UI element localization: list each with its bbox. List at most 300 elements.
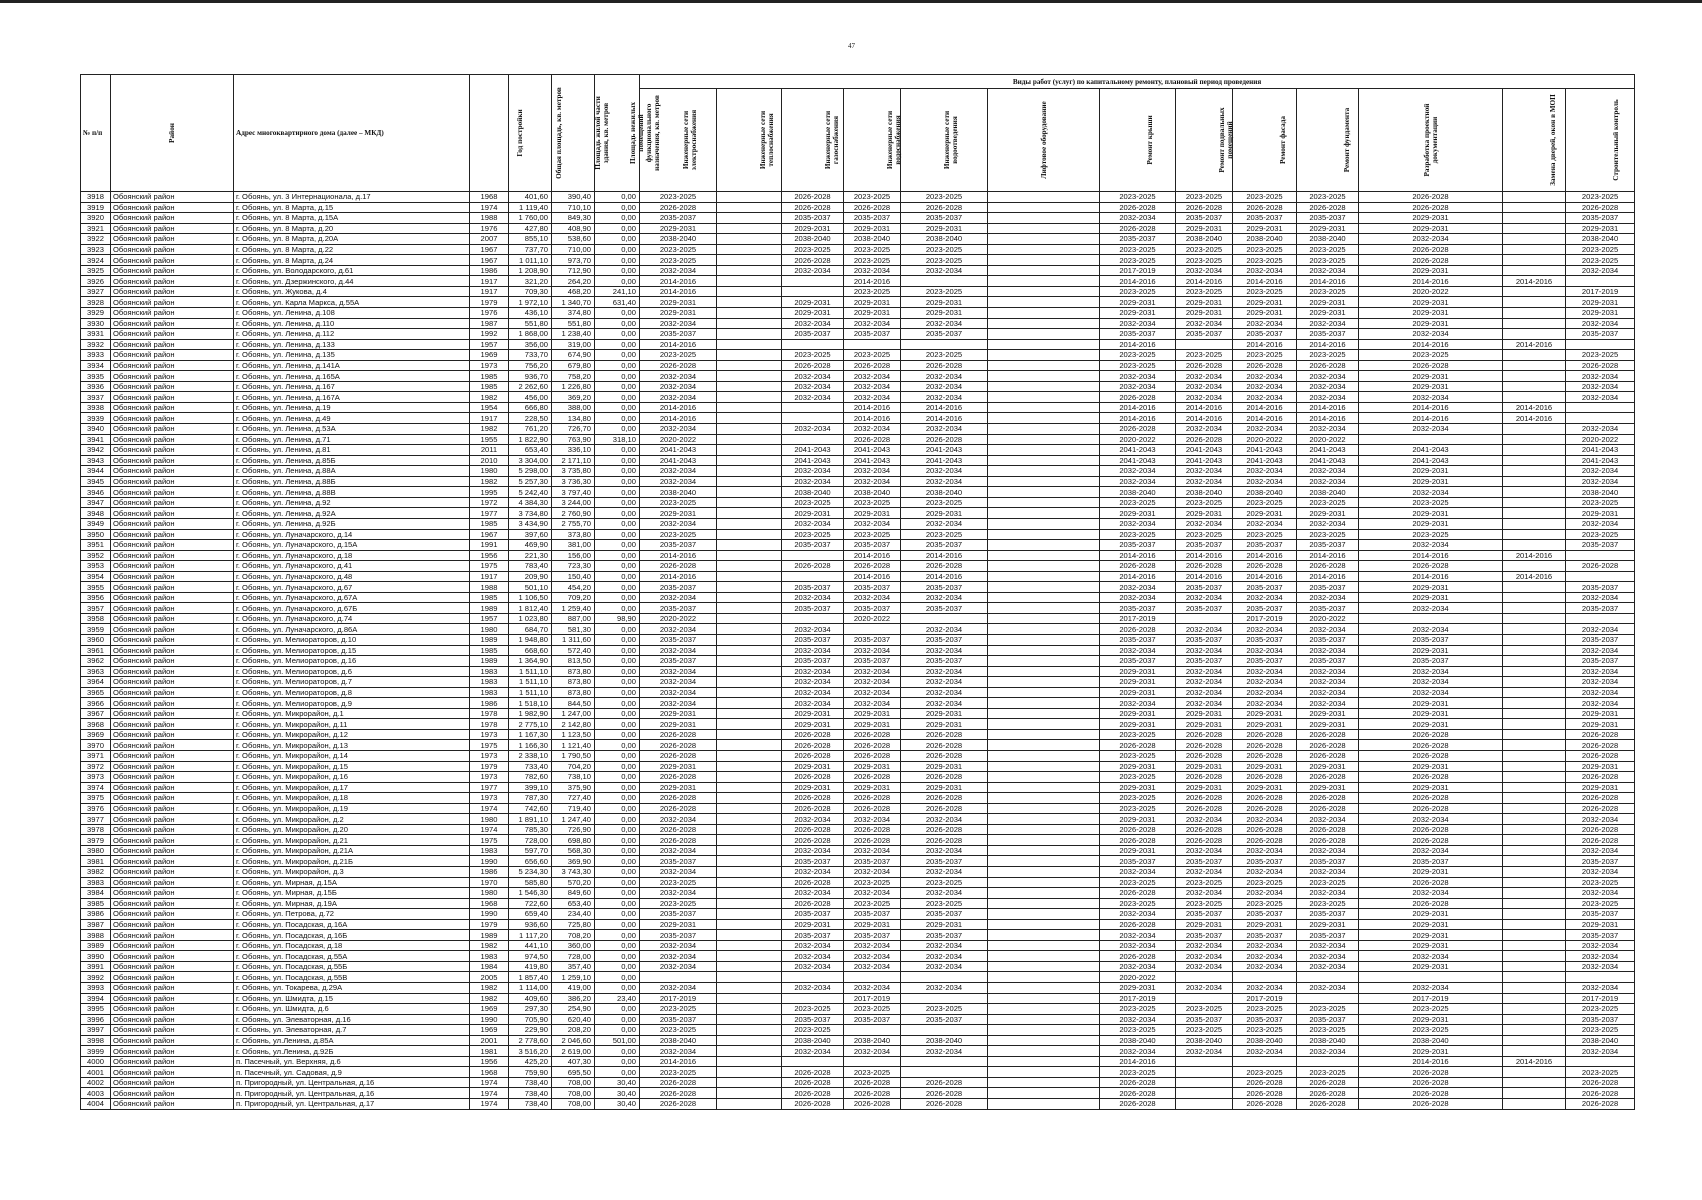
table-cell: 2029-2031: [782, 308, 844, 319]
table-cell: Обоянский район: [111, 1077, 234, 1088]
table-cell: 2023-2025: [901, 898, 988, 909]
table-cell: 2020-2022: [1359, 286, 1503, 297]
table-cell: [988, 656, 1100, 667]
table-row: [81, 592, 1635, 603]
table-cell: 3948: [81, 508, 111, 519]
table-cell: Обоянский район: [111, 845, 234, 856]
table-cell: 2032-2034: [1297, 867, 1359, 878]
table-cell: [988, 824, 1100, 835]
table-cell: 2023-2025: [1176, 192, 1233, 203]
table-cell: 2035-2037: [1297, 540, 1359, 551]
table-cell: 936,70: [509, 371, 552, 382]
table-cell: [988, 666, 1100, 677]
table-cell: [1503, 540, 1566, 551]
table-cell: [782, 286, 844, 297]
table-cell: 2023-2025: [1359, 529, 1503, 540]
table-cell: 2014-2016: [1503, 571, 1566, 582]
table-cell: г. Обоянь, ул. Ленина, д.108: [234, 308, 470, 319]
table-cell: 2032-2034: [1297, 666, 1359, 677]
table-cell: 2026-2028: [1176, 824, 1233, 835]
table-cell: 2026-2028: [1297, 1099, 1359, 1110]
table-cell: 2023-2025: [782, 1004, 844, 1015]
table-cell: 726,90: [552, 824, 595, 835]
table-row: [81, 634, 1635, 645]
table-cell: 2032-2034: [1233, 983, 1297, 994]
table-cell: 0,00: [595, 508, 640, 519]
table-cell: 2026-2028: [1297, 772, 1359, 783]
table-cell: 2032-2034: [901, 392, 988, 403]
table-cell: г. Обоянь, ул. Луначарского, д.86А: [234, 624, 470, 635]
table-cell: 2029-2031: [1233, 761, 1297, 772]
table-cell: г. Обоянь, ул.Ленина, д.85А: [234, 1035, 470, 1046]
table-row: [81, 961, 1635, 972]
table-cell: 2029-2031: [1359, 961, 1503, 972]
table-cell: 2035-2037: [1176, 582, 1233, 593]
table-cell: п. Пасечный, ул. Верхняя, д.6: [234, 1056, 470, 1067]
table-cell: [988, 803, 1100, 814]
table-cell: [717, 339, 782, 350]
table-cell: 2035-2037: [844, 1014, 901, 1025]
table-cell: 2032-2034: [1100, 476, 1176, 487]
table-cell: 2023-2025: [782, 350, 844, 361]
table-cell: 3979: [81, 835, 111, 846]
table-cell: [1503, 350, 1566, 361]
table-cell: 3985: [81, 898, 111, 909]
table-cell: 2032-2034: [1176, 888, 1233, 899]
table-cell: [1176, 1077, 1233, 1088]
table-cell: 738,40: [509, 1099, 552, 1110]
table-row: [81, 234, 1635, 245]
table-cell: [1503, 1046, 1566, 1057]
header-address: Адрес многоквартирного дома (далее – МКД): [234, 75, 470, 192]
table-cell: [1297, 1056, 1359, 1067]
table-cell: 2026-2028: [1297, 202, 1359, 213]
table-cell: 3965: [81, 687, 111, 698]
table-cell: 2029-2031: [844, 223, 901, 234]
table-cell: 733,40: [509, 761, 552, 772]
table-cell: 2032-2034: [1566, 424, 1635, 435]
table-row: [81, 835, 1635, 846]
table-cell: 2 778,60: [509, 1035, 552, 1046]
table-cell: п. Пригородный, ул. Центральная, д.17: [234, 1099, 470, 1110]
table-cell: 2038-2040: [1100, 1035, 1176, 1046]
table-cell: [1503, 265, 1566, 276]
table-cell: 2041-2043: [844, 445, 901, 456]
table-cell: 4002: [81, 1077, 111, 1088]
table-cell: 2032-2034: [1297, 951, 1359, 962]
table-cell: 2017-2019: [844, 993, 901, 1004]
table-cell: 2032-2034: [901, 424, 988, 435]
table-cell: 2026-2028: [640, 202, 717, 213]
table-cell: 0,00: [595, 255, 640, 266]
table-cell: 2026-2028: [1100, 824, 1176, 835]
table-cell: 375,90: [552, 782, 595, 793]
table-cell: 2017-2019: [1100, 613, 1176, 624]
table-row: [81, 645, 1635, 656]
table-cell: 2023-2025: [1233, 877, 1297, 888]
table-cell: [988, 413, 1100, 424]
table-cell: 2032-2034: [782, 666, 844, 677]
table-row: [81, 624, 1635, 635]
table-cell: 2026-2028: [1359, 835, 1503, 846]
table-cell: 3999: [81, 1046, 111, 1057]
table-cell: 2032-2034: [844, 867, 901, 878]
table-cell: [988, 529, 1100, 540]
table-cell: 2026-2028: [844, 824, 901, 835]
table-cell: 3949: [81, 518, 111, 529]
table-cell: 2023-2025: [1100, 1067, 1176, 1078]
table-cell: 1 948,80: [509, 634, 552, 645]
table-cell: [988, 993, 1100, 1004]
table-cell: 2014-2016: [1359, 571, 1503, 582]
table-cell: 3940: [81, 424, 111, 435]
table-cell: 2026-2028: [1100, 424, 1176, 435]
table-cell: 2026-2028: [782, 729, 844, 740]
table-cell: 2038-2040: [844, 487, 901, 498]
table-cell: 2029-2031: [1359, 761, 1503, 772]
table-cell: [1566, 339, 1635, 350]
table-cell: 2029-2031: [901, 719, 988, 730]
table-cell: 695,50: [552, 1067, 595, 1078]
table-cell: 2029-2031: [1297, 761, 1359, 772]
table-cell: 2032-2034: [640, 371, 717, 382]
table-cell: 2032-2034: [1297, 983, 1359, 994]
table-cell: [988, 740, 1100, 751]
table-cell: 2032-2034: [1233, 814, 1297, 825]
table-cell: 2029-2031: [1359, 719, 1503, 730]
table-cell: г. Обоянь, ул. Ленина, д.88Б: [234, 476, 470, 487]
table-cell: 2023-2025: [782, 244, 844, 255]
table-cell: 1991: [470, 540, 509, 551]
table-cell: [1503, 234, 1566, 245]
table-cell: 679,80: [552, 360, 595, 371]
table-cell: г. Обоянь, ул. Микрорайон, д.21Б: [234, 856, 470, 867]
table-cell: [988, 466, 1100, 477]
table-cell: 2026-2028: [844, 803, 901, 814]
table-cell: Обоянский район: [111, 856, 234, 867]
table-cell: 719,40: [552, 803, 595, 814]
table-cell: 2017-2019: [1100, 265, 1176, 276]
table-cell: [717, 919, 782, 930]
table-row: [81, 972, 1635, 983]
table-cell: 3960: [81, 634, 111, 645]
table-cell: 1980: [470, 624, 509, 635]
table-cell: г. Обоянь, ул. Посадская, д.55А: [234, 951, 470, 962]
table-cell: 2032-2034: [1566, 888, 1635, 899]
table-cell: 2026-2028: [1233, 1099, 1297, 1110]
table-cell: 1917: [470, 286, 509, 297]
table-cell: 0,00: [595, 476, 640, 487]
table-cell: 2014-2016: [1100, 413, 1176, 424]
table-cell: 2029-2031: [1176, 308, 1233, 319]
table-cell: 2035-2037: [1233, 540, 1297, 551]
table-row: [81, 424, 1635, 435]
table-cell: 2032-2034: [1100, 592, 1176, 603]
table-row: [81, 466, 1635, 477]
table-cell: 2026-2028: [1233, 1077, 1297, 1088]
table-cell: 2029-2031: [782, 782, 844, 793]
table-cell: [1503, 814, 1566, 825]
table-cell: 2023-2025: [640, 1067, 717, 1078]
table-cell: 551,80: [509, 318, 552, 329]
table-cell: 1981: [470, 1046, 509, 1057]
table-cell: [988, 561, 1100, 572]
table-cell: г. Обоянь, ул.Ленина, д.92Б: [234, 1046, 470, 1057]
table-cell: 208,20: [552, 1025, 595, 1036]
table-cell: 2032-2034: [901, 814, 988, 825]
table-cell: 2014-2016: [1297, 571, 1359, 582]
table-cell: 1 208,90: [509, 265, 552, 276]
table-cell: 2014-2016: [1359, 550, 1503, 561]
table-cell: 0,00: [595, 983, 640, 994]
table-cell: 653,40: [509, 445, 552, 456]
table-cell: [1176, 1067, 1233, 1078]
table-cell: [1503, 603, 1566, 614]
table-cell: 2035-2037: [640, 213, 717, 224]
table-cell: [717, 540, 782, 551]
table-cell: 2032-2034: [844, 424, 901, 435]
table-cell: 1 011,10: [509, 255, 552, 266]
table-cell: 3934: [81, 360, 111, 371]
table-cell: 1957: [470, 339, 509, 350]
table-cell: Обоянский район: [111, 1067, 234, 1078]
table-cell: 2029-2031: [1359, 930, 1503, 941]
table-cell: 668,60: [509, 645, 552, 656]
table-cell: 2026-2028: [1176, 729, 1233, 740]
table-cell: 2014-2016: [1100, 550, 1176, 561]
table-cell: [717, 656, 782, 667]
table-cell: 2014-2016: [844, 276, 901, 287]
table-row: [81, 993, 1635, 1004]
table-cell: 2023-2025: [782, 1025, 844, 1036]
table-cell: 0,00: [595, 402, 640, 413]
table-row: [81, 413, 1635, 424]
table-cell: 2026-2028: [782, 824, 844, 835]
table-cell: 2026-2028: [1100, 835, 1176, 846]
table-cell: [717, 455, 782, 466]
table-cell: г. Обоянь, ул. Володарского, д.61: [234, 265, 470, 276]
table-cell: [1503, 687, 1566, 698]
table-row: [81, 814, 1635, 825]
table-cell: Обоянский район: [111, 413, 234, 424]
table-cell: 2023-2025: [1297, 898, 1359, 909]
table-cell: 2029-2031: [1359, 381, 1503, 392]
table-cell: 2032-2034: [640, 951, 717, 962]
table-cell: [1503, 909, 1566, 920]
table-cell: 2032-2034: [1233, 888, 1297, 899]
table-cell: 2026-2028: [1566, 561, 1635, 572]
table-cell: 1 822,90: [509, 434, 552, 445]
table-cell: 2029-2031: [1233, 297, 1297, 308]
table-cell: [901, 613, 988, 624]
table-cell: [1503, 286, 1566, 297]
table-cell: Обоянский район: [111, 624, 234, 635]
table-cell: 2032-2034: [844, 698, 901, 709]
table-cell: 3939: [81, 413, 111, 424]
table-cell: 2029-2031: [782, 223, 844, 234]
table-row: [81, 666, 1635, 677]
table-cell: 2032-2034: [844, 318, 901, 329]
table-cell: [1503, 223, 1566, 234]
table-cell: 2026-2028: [1176, 434, 1233, 445]
table-cell: [988, 1056, 1100, 1067]
table-cell: 684,70: [509, 624, 552, 635]
table-cell: [988, 624, 1100, 635]
table-cell: [717, 276, 782, 287]
table-cell: 2032-2034: [1566, 645, 1635, 656]
table-cell: 2023-2025: [1176, 286, 1233, 297]
table-cell: [782, 1056, 844, 1067]
table-cell: Обоянский район: [111, 961, 234, 972]
table-cell: 2026-2028: [1566, 202, 1635, 213]
table-cell: [717, 740, 782, 751]
table-cell: 2023-2025: [1233, 1067, 1297, 1078]
table-cell: 2038-2040: [640, 487, 717, 498]
table-cell: Обоянский район: [111, 940, 234, 951]
table-cell: 30,40: [595, 1077, 640, 1088]
table-cell: 2026-2028: [844, 729, 901, 740]
table-cell: 2 262,60: [509, 381, 552, 392]
table-cell: 2026-2028: [1297, 835, 1359, 846]
table-cell: 666,80: [509, 402, 552, 413]
table-cell: [717, 613, 782, 624]
table-cell: [717, 687, 782, 698]
table-cell: 2023-2025: [640, 1025, 717, 1036]
table-cell: 2032-2034: [1233, 961, 1297, 972]
table-cell: 2029-2031: [901, 919, 988, 930]
table-cell: [901, 993, 988, 1004]
table-cell: 2026-2028: [1176, 202, 1233, 213]
table-cell: [988, 888, 1100, 899]
table-cell: г. Обоянь, ул. Ленина, д.133: [234, 339, 470, 350]
table-cell: г. Обоянь, ул. Мелиораторов, д.15: [234, 645, 470, 656]
table-cell: 2035-2037: [844, 329, 901, 340]
table-cell: 551,80: [552, 318, 595, 329]
table-cell: 2026-2028: [1297, 793, 1359, 804]
table-cell: 2029-2031: [844, 719, 901, 730]
table-cell: 2029-2031: [1297, 719, 1359, 730]
table-cell: 0,00: [595, 202, 640, 213]
table-cell: г. Обоянь, ул. 8 Марта, д.20: [234, 223, 470, 234]
table-cell: г. Обоянь, ул. Ленина, д.167: [234, 381, 470, 392]
table-row: [81, 529, 1635, 540]
table-cell: 974,50: [509, 951, 552, 962]
table-cell: 2023-2025: [1233, 255, 1297, 266]
table-cell: [717, 1035, 782, 1046]
header-work-12: Строительный контроль: [1566, 89, 1635, 192]
table-cell: 2010: [470, 455, 509, 466]
table-cell: 2023-2025: [1100, 1025, 1176, 1036]
table-cell: 2029-2031: [1176, 297, 1233, 308]
table-cell: 2029-2031: [1359, 919, 1503, 930]
table-cell: 3929: [81, 308, 111, 319]
table-cell: 572,40: [552, 645, 595, 656]
table-cell: 2014-2016: [901, 550, 988, 561]
table-cell: 2032-2034: [782, 677, 844, 688]
table-cell: 2032-2034: [1359, 392, 1503, 403]
table-row: [81, 318, 1635, 329]
table-cell: п. Пасечный, ул. Садовая, д.9: [234, 1067, 470, 1078]
table-cell: 2032-2034: [640, 961, 717, 972]
table-cell: 2035-2037: [782, 909, 844, 920]
table-cell: 0,00: [595, 234, 640, 245]
table-cell: 2035-2037: [640, 909, 717, 920]
table-cell: [901, 1067, 988, 1078]
header-year: Год постройки: [470, 75, 509, 192]
table-row: [81, 297, 1635, 308]
table-cell: 2014-2016: [1100, 402, 1176, 413]
table-cell: 2026-2028: [1297, 803, 1359, 814]
table-cell: 2023-2025: [1297, 255, 1359, 266]
table-cell: 1972: [470, 497, 509, 508]
table-cell: г. Обоянь, ул. Мелиораторов, д.6: [234, 666, 470, 677]
table-cell: Обоянский район: [111, 772, 234, 783]
table-cell: [988, 961, 1100, 972]
table-cell: [1176, 1088, 1233, 1099]
table-cell: 2035-2037: [901, 656, 988, 667]
table-cell: Обоянский район: [111, 613, 234, 624]
table-cell: Обоянский район: [111, 371, 234, 382]
header-works-group: Виды работ (услуг) по капитальному ремонту, плановый период проведения: [640, 75, 1635, 89]
table-cell: 2032-2034: [901, 645, 988, 656]
table-cell: 2023-2025: [844, 1004, 901, 1015]
table-cell: 2023-2025: [1566, 529, 1635, 540]
table-cell: 2026-2028: [844, 750, 901, 761]
table-cell: 436,10: [509, 308, 552, 319]
table-cell: 2032-2034: [1566, 983, 1635, 994]
table-cell: [717, 772, 782, 783]
table-cell: 2032-2034: [1297, 645, 1359, 656]
table-cell: Обоянский район: [111, 824, 234, 835]
table-cell: г. Обоянь, ул. Ленина, д.112: [234, 329, 470, 340]
table-cell: 2032-2034: [1100, 381, 1176, 392]
table-row: [81, 497, 1635, 508]
table-cell: 2032-2034: [901, 961, 988, 972]
table-cell: Обоянский район: [111, 1046, 234, 1057]
table-cell: 2026-2028: [1233, 803, 1297, 814]
table-cell: 5 298,00: [509, 466, 552, 477]
table-cell: 0,00: [595, 329, 640, 340]
table-cell: 3977: [81, 814, 111, 825]
table-cell: 2032-2034: [901, 687, 988, 698]
table-cell: [782, 550, 844, 561]
header-work-9: Ремонт фундамента: [1297, 89, 1359, 192]
table-cell: 2032-2034: [782, 318, 844, 329]
table-cell: [717, 244, 782, 255]
table-cell: 2032-2034: [1359, 603, 1503, 614]
table-cell: 2029-2031: [1100, 297, 1176, 308]
table-cell: 0,00: [595, 951, 640, 962]
table-cell: 1983: [470, 845, 509, 856]
table-cell: 1992: [470, 329, 509, 340]
table-cell: [988, 983, 1100, 994]
table-cell: 2032-2034: [1176, 466, 1233, 477]
table-cell: [988, 793, 1100, 804]
table-cell: 2029-2031: [1176, 919, 1233, 930]
table-cell: 3997: [81, 1025, 111, 1036]
table-cell: [1297, 993, 1359, 1004]
table-cell: 2029-2031: [844, 919, 901, 930]
table-cell: 2026-2028: [844, 793, 901, 804]
table-cell: Обоянский район: [111, 909, 234, 920]
table-cell: 2032-2034: [1176, 645, 1233, 656]
table-cell: 2032-2034: [901, 265, 988, 276]
table-cell: 1 790,50: [552, 750, 595, 761]
table-cell: 2032-2034: [640, 518, 717, 529]
table-cell: [1503, 518, 1566, 529]
table-cell: 5 257,30: [509, 476, 552, 487]
table-cell: 2029-2031: [1233, 223, 1297, 234]
